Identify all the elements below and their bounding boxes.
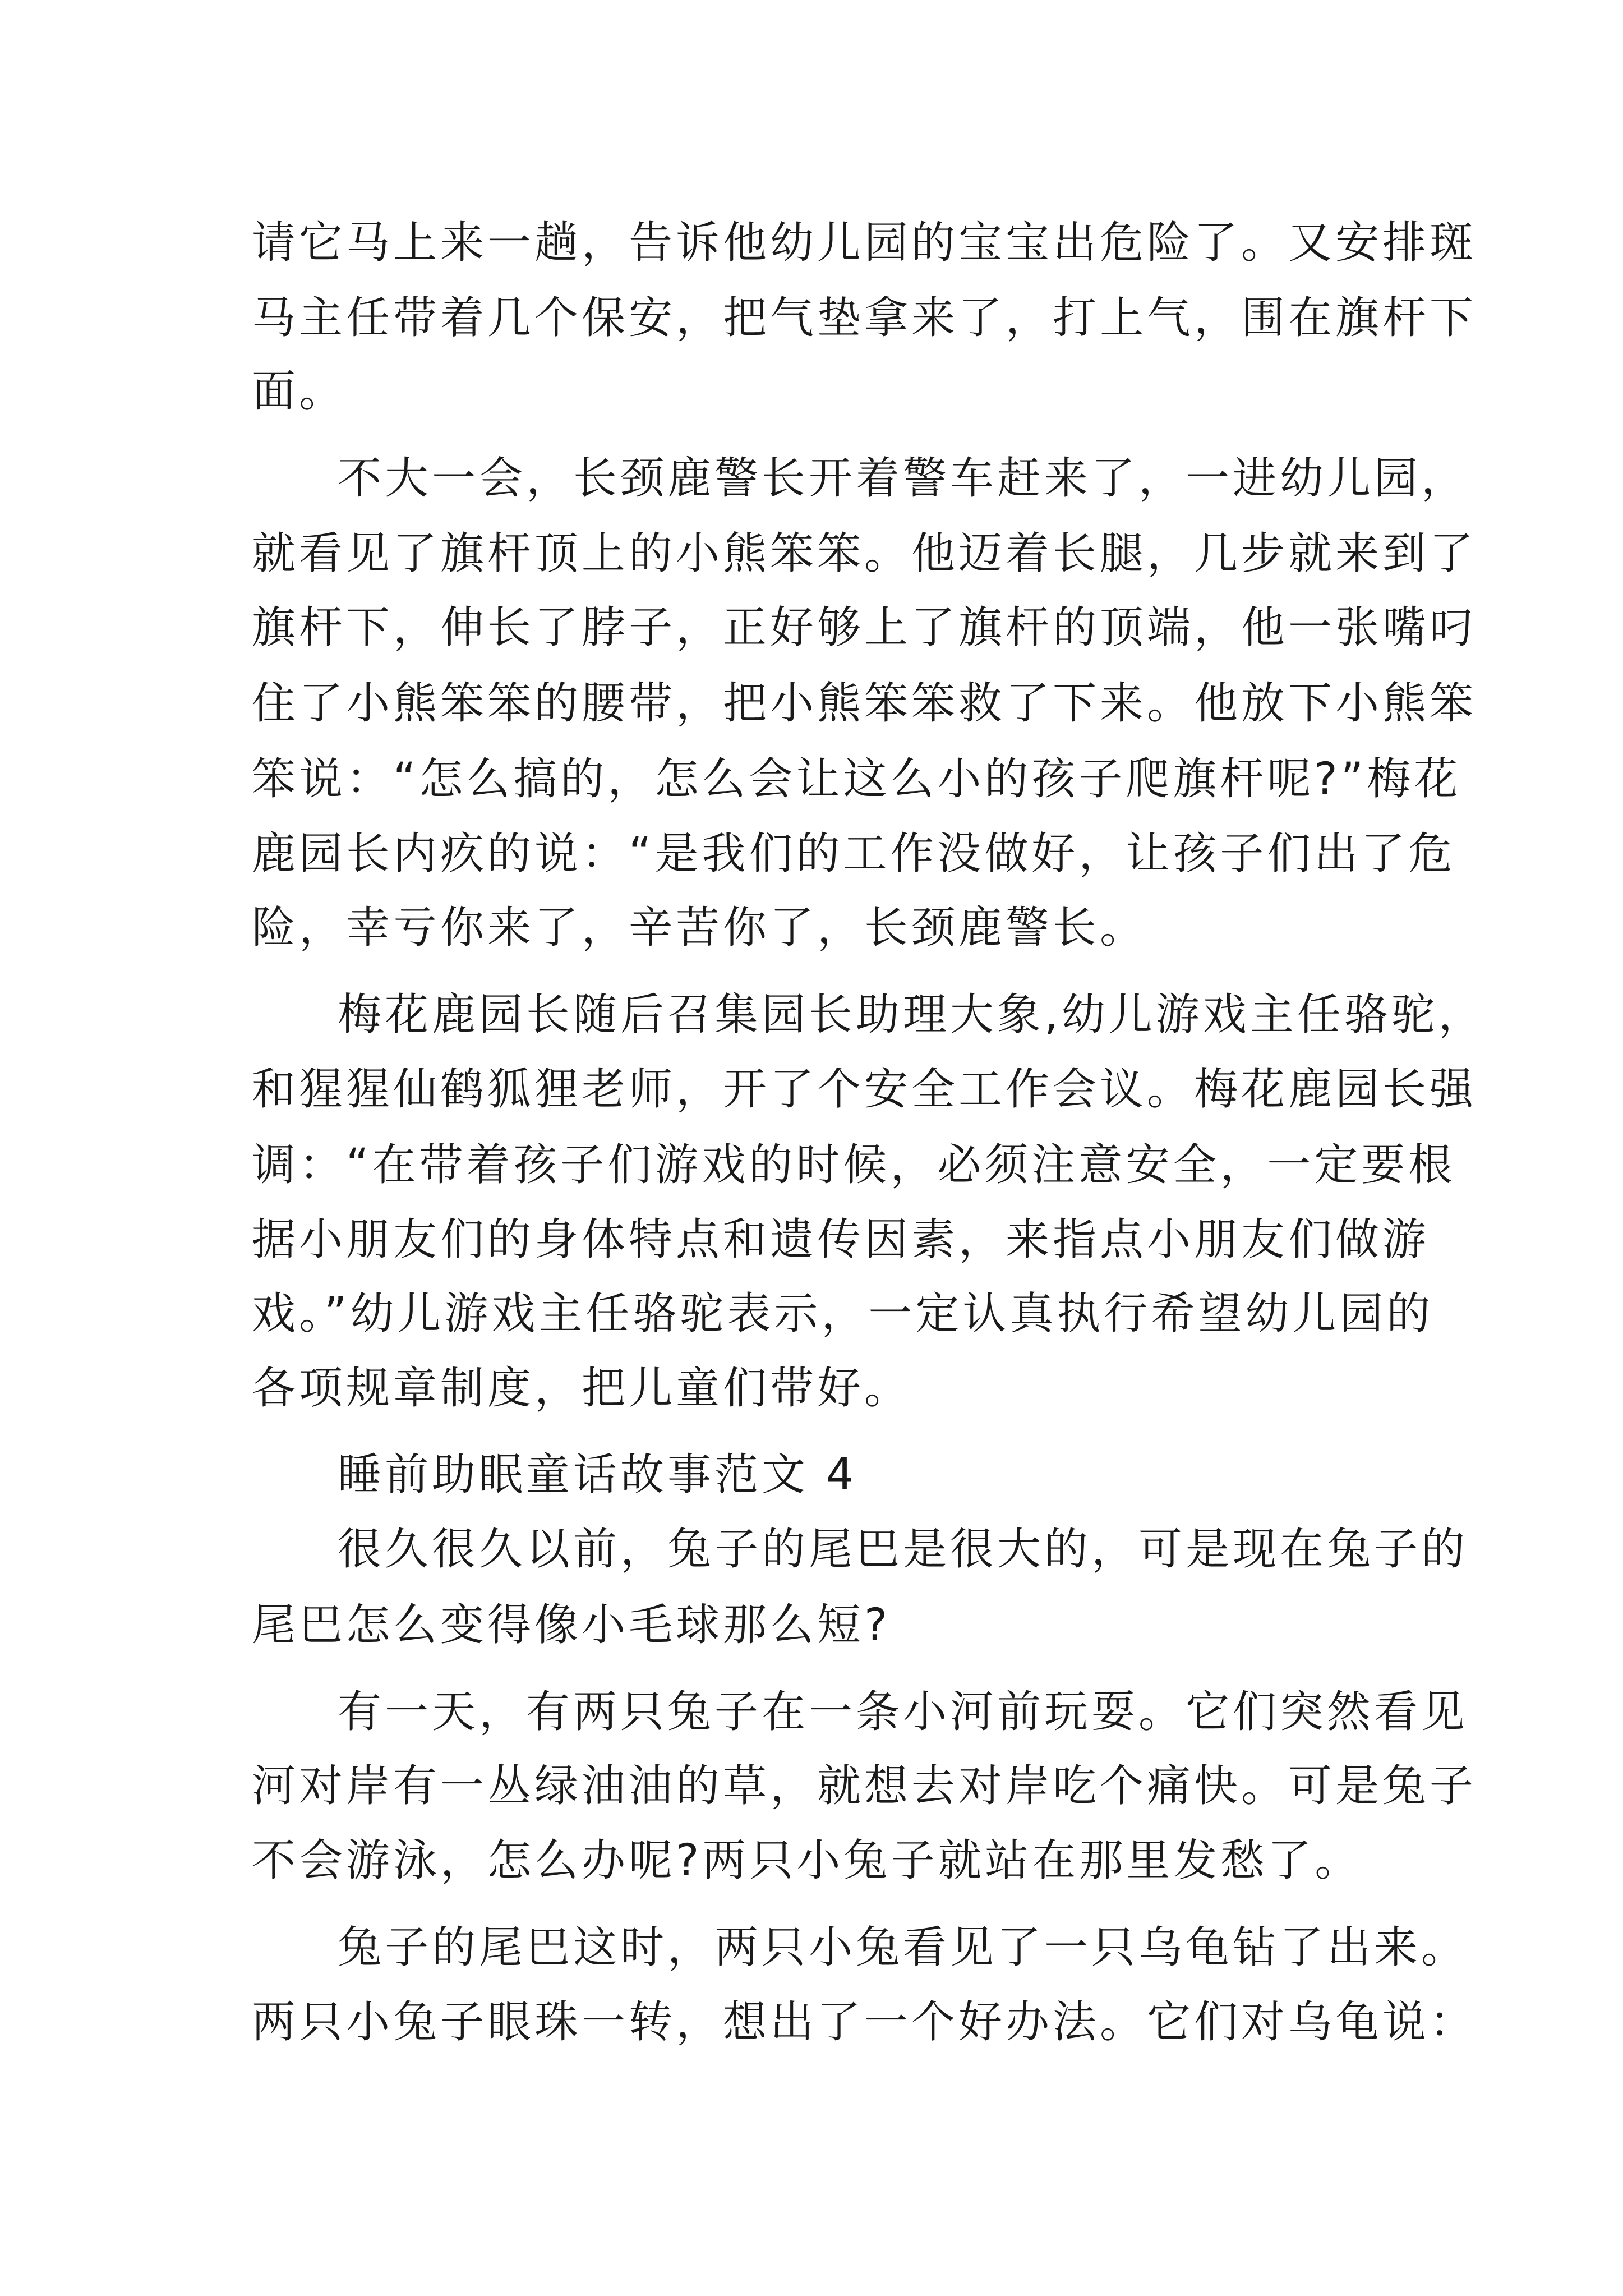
text-line: 据小朋友们的身体特点和遗传因素，来指点小朋友们做游 [252,1214,1430,1265]
paragraph-first-line: 不大一会，长颈鹿警长开着警车赶来了，一进幼儿园， [338,453,1469,504]
text-line: 住了小熊笨笨的腰带，把小熊笨笨救了下来。他放下小熊笨 [252,678,1477,729]
text-line: 旗杆下，伸长了脖子，正好够上了旗杆的顶端，他一张嘴叼 [252,602,1477,653]
text-line: 和猩猩仙鹤狐狸老师，开了个安全工作会议。梅花鹿园长强 [252,1064,1477,1115]
text-line: 河对岸有一丛绿油油的草，就想去对岸吃个痛快。可是兔子 [252,1761,1477,1811]
text-line: 各项规章制度，把儿童们带好。 [252,1363,912,1414]
text-line: 两只小兔子眼珠一转，想出了一个好办法。它们对乌龟说： [252,1997,1477,2047]
text-line: 鹿园长内疚的说：“是我们的工作没做好，让孩子们出了危 [252,829,1456,879]
paragraph-first-line: 有一天，有两只兔子在一条小河前玩耍。它们突然看见 [338,1687,1469,1737]
text-line: 面。 [252,366,347,417]
text-line: 尾巴怎么变得像小毛球那么短? [252,1600,891,1650]
text-line: 请它马上来一趟，告诉他幼儿园的宝宝出危险了。又安排斑 [252,218,1477,268]
text-line: 马主任带着几个保安，把气垫拿来了，打上气，围在旗杆下 [252,293,1477,343]
paragraph-first-line: 梅花鹿园长随后召集园长助理大象,幼儿游戏主任骆驼， [338,990,1486,1040]
text-line: 不会游泳，怎么办呢?两只小兔子就站在那里发愁了。 [252,1835,1362,1886]
text-line: 笨说：“怎么搞的，怎么会让这么小的孩子爬旗杆呢?”梅花 [252,754,1461,804]
text-line: 调：“在带着孩子们游戏的时候，必须注意安全，一定要根 [252,1140,1456,1190]
text-line: 戏。”幼儿游戏主任骆驼表示，一定认真执行希望幼儿园的 [252,1289,1434,1339]
paragraph-first-line: 很久很久以前，兔子的尾巴是很大的，可是现在兔子的 [338,1524,1469,1575]
text-line: 险，幸亏你来了，辛苦你了，长颈鹿警长。 [252,903,1147,953]
text-line: 就看见了旗杆顶上的小熊笨笨。他迈着长腿，几步就来到了 [252,528,1477,579]
section-heading: 睡前助眠童话故事范文 4 [338,1450,857,1500]
paragraph-first-line: 兔子的尾巴这时，两只小兔看见了一只乌龟钻了出来。 [338,1922,1469,1973]
